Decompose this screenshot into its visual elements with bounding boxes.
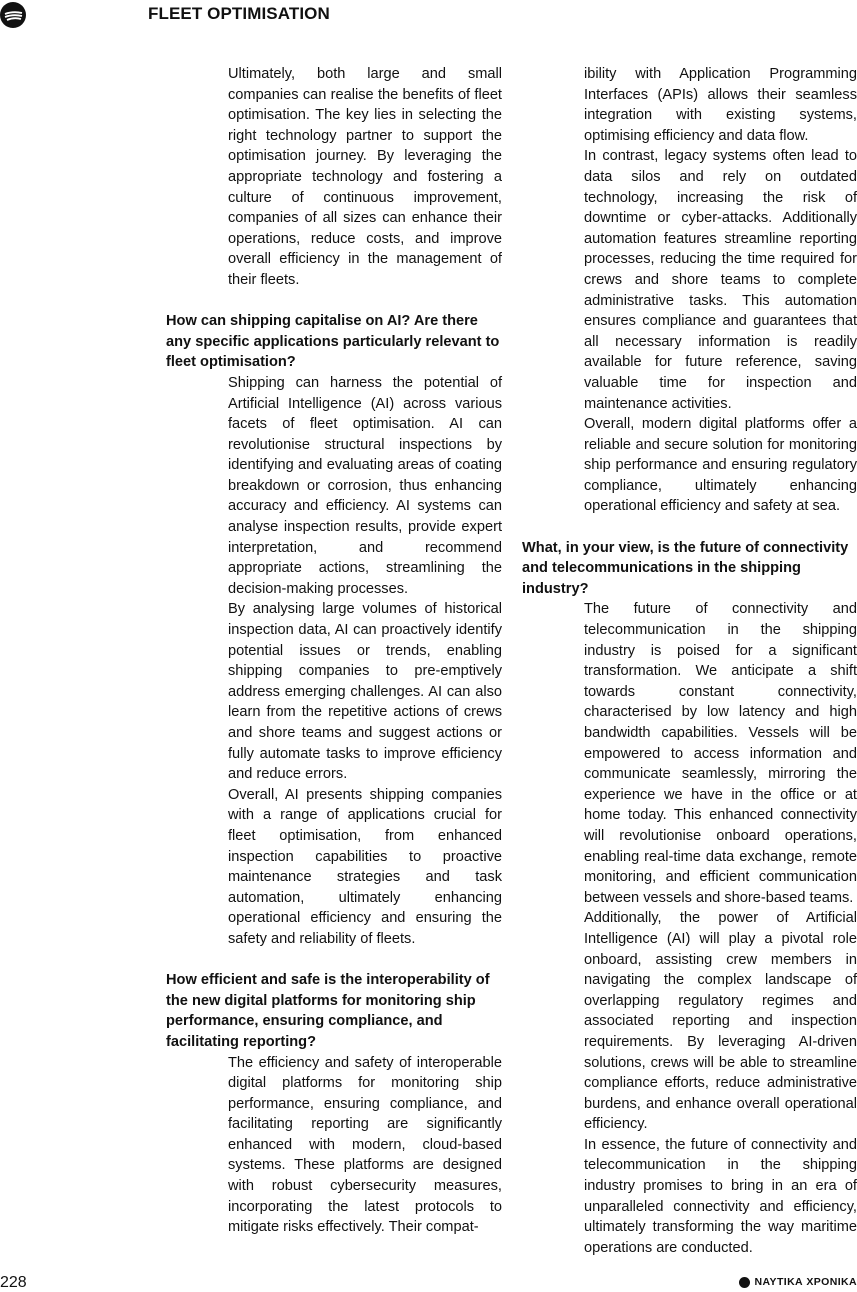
answer-paragraph: The future of connectivity and telecommunication in the shipping industry is poised for a significant transformation. We anticipate a shift towards constant connectivity, characterised by low latency and high bandwidth capabilities. Vessels will be empowered to access information and communicate seamlessly, mirroring the experience we have in the office or at home today. This enhanced connectivity will revolutionise onboard operations, enabling real-time data exchange, remote monitoring, and efficient communication between vessels and shore-based teams. bbox=[584, 601, 857, 906]
answer-block bbox=[522, 599, 857, 1258]
question-heading: How can shipping capitalise on AI? Are there any specific applications particularly relevant to fleet optimisation? bbox=[166, 313, 500, 371]
answer-paragraph: In contrast, legacy systems often lead to data silos and rely on outdated technology, increasing the risk of downtime or cyber-attacks. Additionally automation features streamline reporting processes, reducing the time required for crews and shore teams to complete administrative tasks. This automation ensures compliance and guarantees that all necessary information is readily available for future reference, saving valuable time for inspection and maintenance activities. bbox=[584, 148, 857, 412]
brand-mark bbox=[739, 1276, 857, 1288]
answer-block bbox=[166, 373, 502, 950]
answer-paragraph: By analysing large volumes of historical inspection data, AI can proactively identify potential issues or trends, enabling shipping companies to pre-emptively address emerging challenges. AI can also learn from the repetitive actions of crews and shore teams and suggest actions or fully automate tasks to improve efficiency and reduce errors. bbox=[228, 601, 502, 783]
question-heading: How efficient and safe is the interoperability of the new digital platforms for monitoring ship performance, ensuring compliance, and facilitating reporting? bbox=[166, 972, 490, 1050]
right-column bbox=[522, 64, 857, 1258]
answer-block bbox=[166, 64, 502, 291]
brand-logo-icon bbox=[739, 1277, 750, 1288]
question-heading: What, in your view, is the future of connectivity and telecommunications in the shipping industry? bbox=[522, 539, 849, 597]
intro-paragraph: Ultimately, both large and small companies can realise the benefits of fleet optimisation. The key lies in selecting the right technology partner to support the optimisation journey. By leveraging the appropriate technology and fostering a culture of continuous improvement, companies of all sizes can enhance their operations, reduce costs, and improve overall efficiency in the management of their fleets. bbox=[228, 66, 502, 288]
answer-block bbox=[166, 1053, 502, 1238]
answer-paragraph: Overall, modern digital platforms offer a reliable and secure solution for monitoring ship performance and ensuring regulatory compliance, ultimately enhancing operational efficiency and safety at sea. bbox=[584, 416, 857, 515]
answer-paragraph: The efficiency and safety of interoperable digital platforms for monitoring ship performance, ensuring compliance, and facilitating reporting are significantly enhanced with modern, cloud-based systems. These platforms are designed with robust cybersecurity measures, incorporating the latest protocols to mitigate risks effectively. Their compat- bbox=[228, 1054, 502, 1236]
answer-block bbox=[522, 64, 857, 517]
answer-paragraph: Additionally, the power of Artificial Intelligence (AI) will play a pivotal role onboard, assisting crew members in navigating the complex landscape of overlapping regulatory regimes and associated reporting and inspection requirements. By leveraging AI-driven solutions, crews will be able to streamline compliance efforts, reduce administrative burdens, and enhance overall operational efficiency. bbox=[584, 910, 857, 1133]
publication-logo-icon bbox=[0, 2, 26, 28]
answer-paragraph: Overall, AI presents shipping companies with a range of applications crucial for fleet optimisation, from enhanced inspection capabilities to proactive maintenance strategies and task automation, ultimately enhancing operational efficiency and ensuring the safety and reliability of fleets. bbox=[228, 786, 502, 947]
page-number: 228 bbox=[0, 1274, 27, 1291]
section-title: FLEET OPTIMISATION bbox=[148, 4, 330, 23]
brand-name: ΝΑΥΤΙΚΑ ΧΡΟΝΙΚΑ bbox=[754, 1276, 857, 1288]
answer-paragraph: In essence, the future of connectivity and telecommunication in the shipping industry promises to bring in an era of unparalleled connectivity and efficiency, ultimately transforming the way maritime operations are conducted. bbox=[584, 1136, 857, 1256]
answer-paragraph: ibility with Application Programming Interfaces (APIs) allows their seamless integration with existing systems, optimising efficiency and data flow. bbox=[584, 66, 857, 144]
answer-paragraph: Shipping can harness the potential of Artificial Intelligence (AI) across various facets of fleet optimisation. AI can revolutionise structural inspections by identifying and evaluating areas of coating breakdown or corrosion, thus enhancing accuracy and efficiency. AI systems can analyse inspection results, provide expert interpretation, and recommend appropriate actions, streamlining the decision-making processes. bbox=[228, 374, 502, 597]
left-column bbox=[166, 64, 502, 1238]
